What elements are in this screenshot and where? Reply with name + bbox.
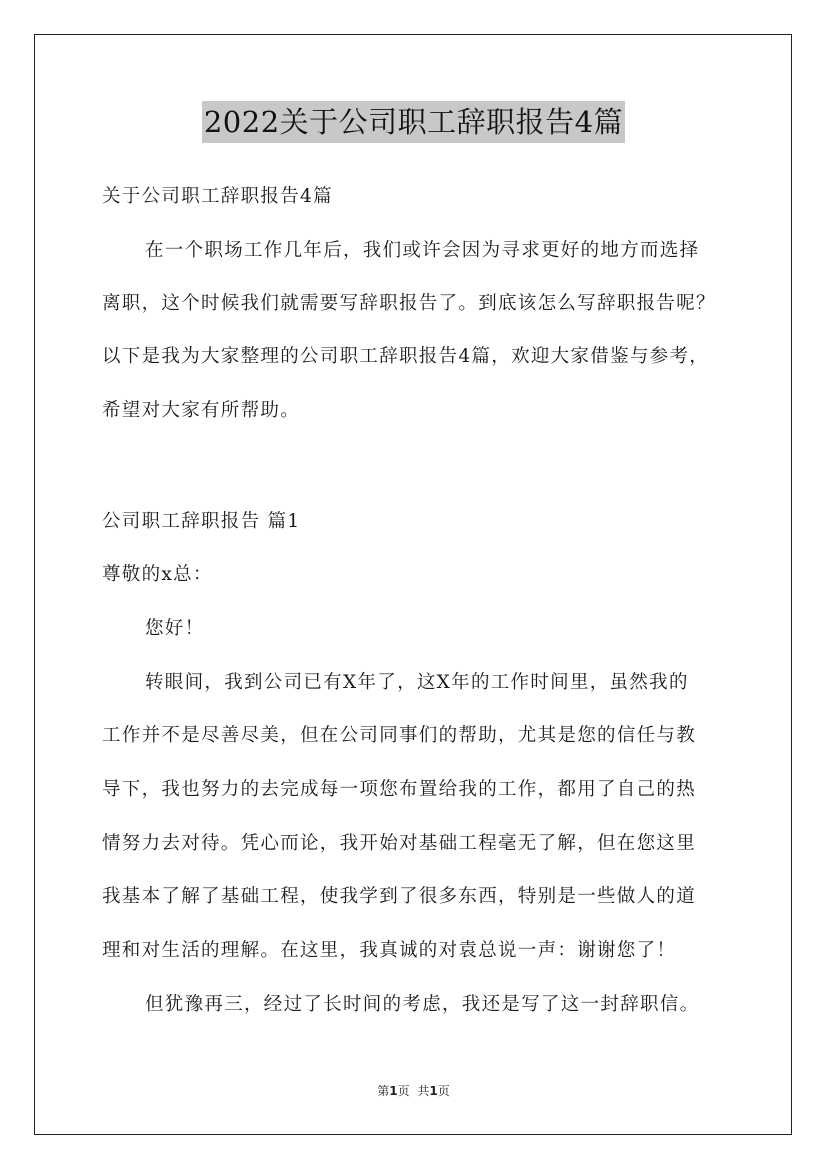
body-line: 我基本了解了基础工程，使我学到了很多东西，特别是一些做人的道 bbox=[102, 886, 697, 907]
footer-prefix: 第 bbox=[377, 1084, 390, 1098]
footer-total-number: 1 bbox=[429, 1084, 438, 1098]
greeting: 您好！ bbox=[145, 618, 205, 639]
intro-line: 希望对大家有所帮助。 bbox=[102, 400, 301, 421]
intro-line: 在一个职场工作几年后，我们或许会因为寻求更好的地方而选择 bbox=[145, 240, 700, 261]
footer-total-suffix: 页 bbox=[437, 1084, 450, 1098]
body-line: 转眼间，我到公司已有X年了，这X年的工作时间里，虽然我的 bbox=[145, 672, 689, 693]
body-line: 情努力去对待。凭心而论，我开始对基础工程毫无了解，但在您这里 bbox=[102, 833, 697, 854]
document-title: 2022关于公司职工辞职报告4篇 bbox=[202, 101, 625, 143]
body-line: 但犹豫再三，经过了长时间的考虑，我还是写了这一封辞职信。 bbox=[145, 994, 700, 1015]
document-subtitle: 关于公司职工辞职报告4篇 bbox=[102, 186, 333, 207]
body-line: 理和对生活的理解。在这里，我真诚的对袁总说一声：谢谢您了！ bbox=[102, 940, 677, 961]
section-heading: 公司职工辞职报告 篇1 bbox=[102, 511, 301, 532]
intro-line: 以下是我为大家整理的公司职工辞职报告4篇，欢迎大家借鉴与参考， bbox=[102, 346, 710, 367]
footer-total-prefix: 共 bbox=[417, 1084, 430, 1098]
title-block bbox=[0, 101, 827, 143]
salutation: 尊敬的x总： bbox=[102, 564, 213, 585]
page-footer bbox=[0, 1082, 827, 1099]
footer-page-suffix: 页 bbox=[397, 1084, 410, 1098]
body-line: 工作并不是尽善尽美，但在公司同事们的帮助，尤其是您的信任与教 bbox=[102, 725, 697, 746]
footer-page-number: 1 bbox=[389, 1084, 398, 1098]
intro-line: 离职，这个时候我们就需要写辞职报告了。到底该怎么写辞职报告呢？ bbox=[102, 293, 716, 314]
body-line: 导下，我也努力的去完成每一项您布置给我的工作，都用了自己的热 bbox=[102, 779, 697, 800]
